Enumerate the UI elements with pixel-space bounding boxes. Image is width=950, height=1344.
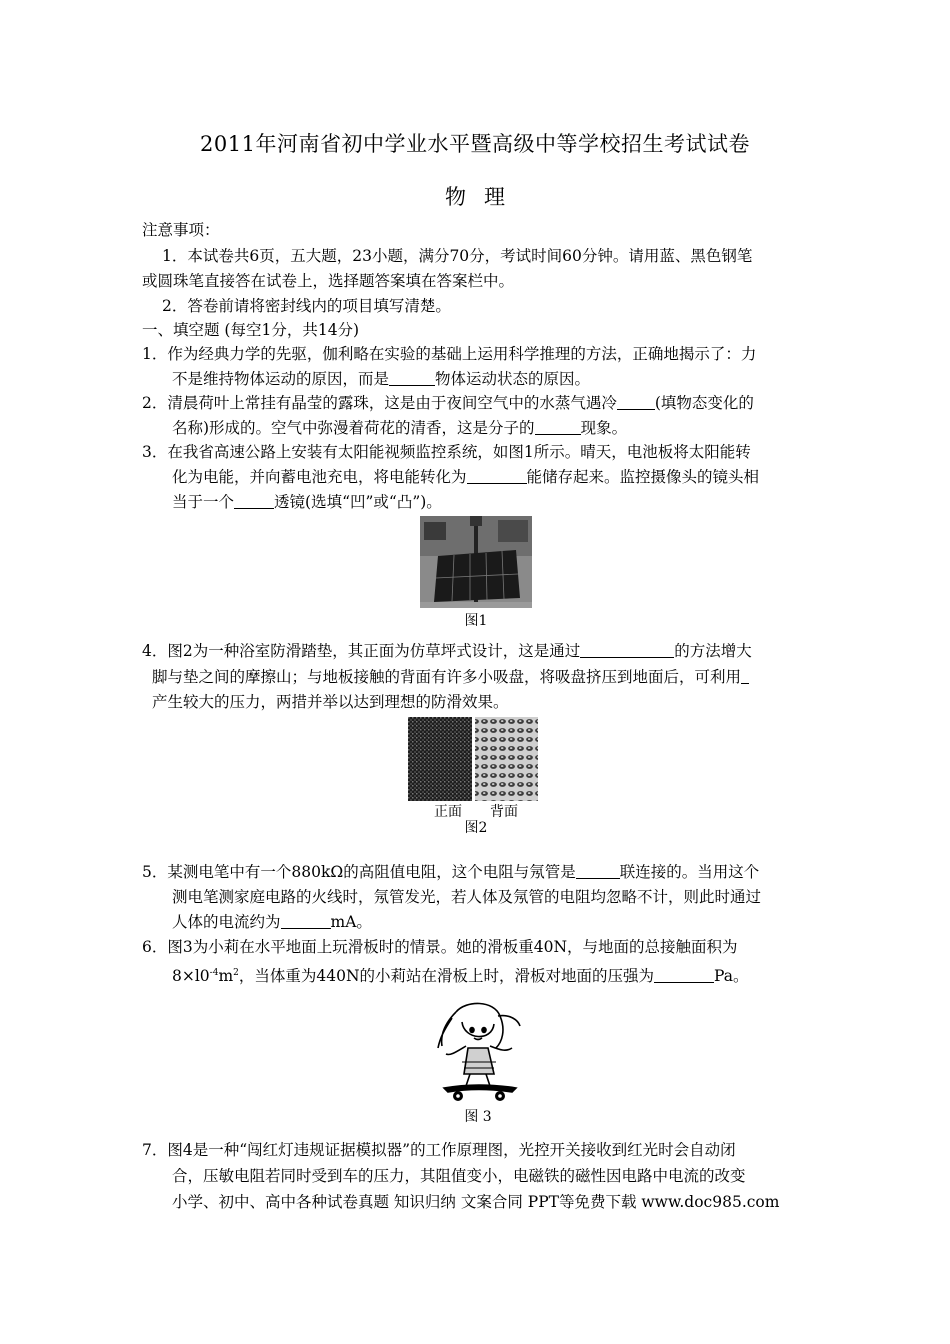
q5-text-3: 人体的电流约为 (172, 913, 281, 931)
subject-title: 物理 (445, 185, 523, 209)
q2-blank-2[interactable] (535, 418, 581, 435)
q4-blank-2[interactable] (741, 667, 749, 684)
section-1-heading: 一、填空题 (每空1分，共14分) (142, 321, 360, 339)
q5-text-2: 联连接的。当用这个 (619, 863, 760, 881)
question-2-line-1 (142, 392, 754, 414)
q6-area-base: 8×l0 (172, 967, 210, 985)
figure-2-label-back: 背面 (490, 804, 518, 820)
q3-text-3: 当于一个 (172, 493, 235, 511)
q3-blank-2[interactable] (234, 492, 274, 509)
q6-blank[interactable] (654, 966, 714, 983)
q5-blank-1[interactable] (576, 862, 620, 879)
question-5-line-1 (142, 861, 759, 883)
question-3-line-1: 3．在我省高速公路上安装有太阳能视频监控系统，如图1所示。晴天，电池板将太阳能转 (142, 443, 751, 461)
q1-blank[interactable] (389, 369, 435, 386)
q5-blank-2[interactable] (281, 912, 331, 929)
question-2-line-2 (172, 417, 627, 439)
figure-3-caption: 图 3 (464, 1109, 492, 1125)
exam-title: 2011年河南省初中学业水平暨高级中等学校招生考试试卷 (200, 132, 750, 156)
q1-text-end: 物体运动状态的原因。 (435, 370, 591, 388)
question-5-line-3 (172, 911, 372, 933)
q3-blank-1[interactable] (467, 467, 527, 484)
question-3-line-2 (172, 466, 759, 488)
q3-text-4: 透镜(选填“凹”或“凸”)。 (274, 493, 442, 511)
q4-text: 4．图2为一种浴室防滑踏垫，其正面为仿草坪式设计，这是通过 (142, 642, 581, 660)
q4-text-3: 脚与垫之间的摩擦山；与地板接触的背面有许多小吸盘，将吸盘挤压到地面后，可利用 (152, 668, 742, 686)
question-4-line-1 (142, 640, 752, 662)
q6-text-end: Pa。 (714, 967, 749, 985)
q2-text-4: 现象。 (580, 419, 628, 437)
question-1-line-1: 1．作为经典力学的先驱，伽利略在实验的基础上运用科学推理的方法，正确地揭示了：力 (142, 345, 757, 363)
question-6-line-1: 6．图3为小莉在水平地面上玩滑板时的情景。她的滑板重40N，与地面的总接触面积为 (142, 938, 738, 956)
q6-area-unit-exponent: 2 (233, 968, 239, 978)
note-1-line-2: 或圆珠笔直接答在试卷上，选择题答案填在答案栏中。 (142, 272, 515, 290)
figure-1-caption: 图1 (464, 613, 488, 629)
q2-text-3: 名称)形成的。空气中弥漫着荷花的清香，这是分子的 (172, 419, 535, 437)
q3-text: 化为电能，并向蓄电池充电，将电能转化为 (172, 468, 467, 486)
figure-2-label-front: 正面 (434, 804, 462, 820)
figure-2-anti-slip-mat-photo (408, 717, 538, 801)
footer-download-note: 小学、初中、高中各种试卷真题 知识归纳 文案合同 PPT等免费下载 www.doc985.com (172, 1193, 780, 1211)
question-7-line-2: 合，压敏电阻若同时受到车的压力，其阻值变小，电磁铁的磁性因电路中电流的改变 (172, 1167, 746, 1185)
question-7-line-1: 7．图4是一种“闯红灯违规证据模拟器”的工作原理图，光控开关接收到红光时会自动闭 (142, 1141, 736, 1159)
question-6-line-2 (172, 962, 749, 987)
q5-text-4: mA。 (330, 913, 372, 931)
q2-text-2: (填物态变化的 (654, 394, 754, 412)
notes-heading: 注意事项： (142, 221, 220, 239)
figure-3-girl-skateboard-drawing (436, 1000, 522, 1104)
q5-text: 5．某测电笔中有一个880kΩ的高阻值电阻，这个电阻与氖管是 (142, 863, 576, 881)
q1-text: 不是维持物体运动的原因，而是 (172, 370, 390, 388)
figure-2-caption: 图2 (464, 820, 488, 836)
q6-area-exponent: -4 (209, 968, 219, 978)
q2-blank-1[interactable] (617, 393, 655, 410)
question-3-line-3 (172, 491, 442, 513)
figure-1-solar-panel-photo (420, 516, 532, 608)
question-4-line-3: 产生较大的压力，两措并举以达到理想的防滑效果。 (152, 693, 509, 711)
q3-text-2: 能储存起来。监控摄像头的镜头相 (526, 468, 760, 486)
note-2: 2．答卷前请将密封线内的项目填写清楚。 (162, 297, 451, 315)
q2-text: 2．清晨荷叶上常挂有晶莹的露珠，这是由于夜间空气中的水蒸气遇冷 (142, 394, 617, 412)
question-4-line-2 (152, 666, 749, 688)
note-1-line-1: 1．本试卷共6页，五大题，23小题，满分70分，考试时间60分钟。请用蓝、黑色钢笔 (162, 247, 753, 265)
q6-area-unit: m (218, 967, 234, 985)
q4-blank-1[interactable] (580, 641, 674, 658)
q6-text: ，当体重为440N的小莉站在滑板上时，滑板对地面的压强为 (238, 967, 655, 985)
q4-text-2: 的方法增大 (674, 642, 752, 660)
question-5-line-2: 测电笔测家庭电路的火线时，氖管发光，若人体及氖管的电阻均忽略不计，则此时通过 (172, 888, 762, 906)
question-1-line-2 (172, 368, 590, 390)
